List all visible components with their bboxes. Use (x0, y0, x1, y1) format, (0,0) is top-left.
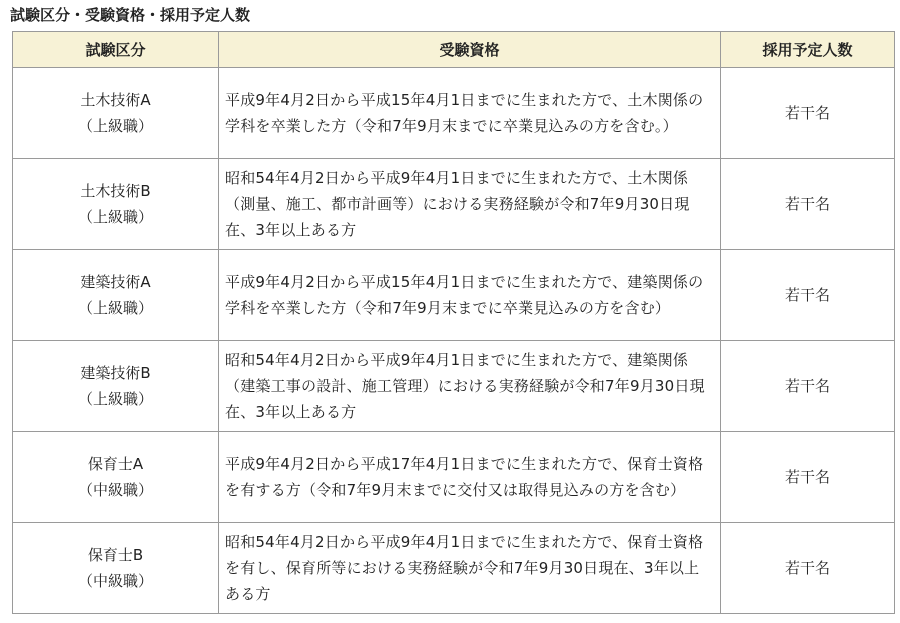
quota-cell: 若干名 (721, 250, 895, 341)
qualification-cell: 昭和54年4月2日から平成9年4月1日までに生まれた方で、保育士資格を有し、保育所等における実務経験が令和7年9月30日現在、3年以上ある方 (219, 523, 721, 614)
header-quota: 採用予定人数 (721, 32, 895, 68)
category-level: （上級職） (77, 299, 153, 317)
qualification-cell: 平成9年4月2日から平成15年4月1日までに生まれた方で、建築関係の学科を卒業した方（令和7年9月末までに卒業見込みの方を含む） (219, 250, 721, 341)
category-name: 保育士B (87, 546, 144, 564)
quota-cell: 若干名 (721, 159, 895, 250)
quota-cell: 若干名 (721, 341, 895, 432)
table-row (13, 68, 895, 159)
category-level: （上級職） (77, 390, 153, 408)
category-name: 建築技術A (80, 273, 151, 291)
category-level: （中級職） (77, 481, 153, 499)
category-name: 土木技術A (80, 91, 151, 109)
category-name: 土木技術B (80, 182, 151, 200)
header-category: 試験区分 (13, 32, 219, 68)
table-row (13, 159, 895, 250)
category-cell (13, 68, 219, 159)
table-row (13, 341, 895, 432)
qualification-cell: 平成9年4月2日から平成17年4月1日までに生まれた方で、保育士資格を有する方（令和7年9月末までに交付又は取得見込みの方を含む） (219, 432, 721, 523)
category-cell (13, 341, 219, 432)
table-row (13, 523, 895, 614)
table-header-row (13, 32, 895, 68)
quota-cell: 若干名 (721, 523, 895, 614)
category-name: 建築技術B (80, 364, 151, 382)
table-row (13, 432, 895, 523)
quota-cell: 若干名 (721, 68, 895, 159)
exam-table (12, 31, 895, 614)
category-cell (13, 250, 219, 341)
quota-cell: 若干名 (721, 432, 895, 523)
category-cell (13, 159, 219, 250)
page-title: 試験区分・受験資格・採用予定人数 (10, 6, 251, 24)
header-qualification: 受験資格 (219, 32, 721, 68)
table-row (13, 250, 895, 341)
qualification-cell: 昭和54年4月2日から平成9年4月1日までに生まれた方で、建築関係（建築工事の設計、施工管理）における実務経験が令和7年9月30日現在、3年以上ある方 (219, 341, 721, 432)
category-name: 保育士A (87, 455, 144, 473)
category-cell (13, 432, 219, 523)
category-level: （中級職） (77, 572, 153, 590)
qualification-cell: 昭和54年4月2日から平成9年4月1日までに生まれた方で、土木関係（測量、施工、都市計画等）における実務経験が令和7年9月30日現在、3年以上ある方 (219, 159, 721, 250)
qualification-cell: 平成9年4月2日から平成15年4月1日までに生まれた方で、土木関係の学科を卒業した方（令和7年9月末までに卒業見込みの方を含む。） (219, 68, 721, 159)
category-level: （上級職） (77, 117, 153, 135)
category-cell (13, 523, 219, 614)
category-level: （上級職） (77, 208, 153, 226)
